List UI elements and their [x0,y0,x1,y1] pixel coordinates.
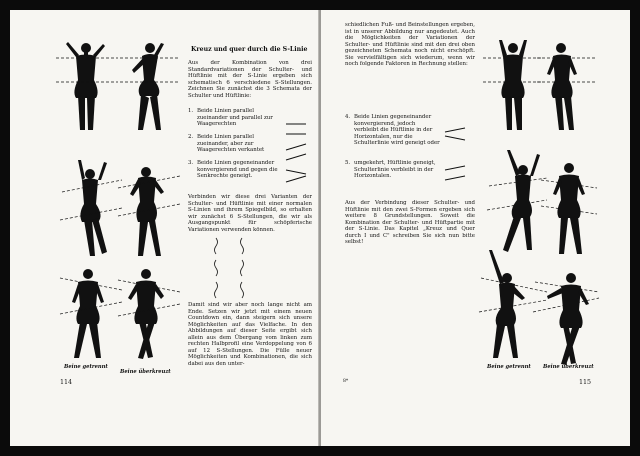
body-paragraph: Damit sind wir aber noch lange nicht am Ende. Setzen wir jetzt mit einem neuen Countdown ein, dann steigern sich unsere Möglichkeiten auf das Vielfache. In den Abbildungen auf dieser Seite ergibt sich allein aus dem Übergang vom linken zum rechten Halbprofil eine Verdoppelung von 6 auf 12 S-Stellungen. Die Fülle neuer Möglichkeiten und Kombinationen, die sich dabei aus den unter- [188,302,312,367]
figure-caption: Beine getrennt [64,364,108,370]
silhouette-figure [501,150,541,254]
silhouette-figure [493,40,533,132]
body-paragraph: Verbinden wir diese drei Varianten der Schulter- und Hüftlinie mit einer normalen S-Linien und ihrem Spiegelbild, so erhalten wir zunächst 6 S-Stellungen, die wir als Ausgangspunkt für schöpferische Variationen verwenden können. [188,194,312,233]
silhouette-figure [549,158,589,258]
page-number: 115 [579,379,592,386]
silhouette-figure [483,250,527,360]
silhouette-figure [547,268,591,368]
figure-caption: Beine getrennt [487,364,531,370]
list-item: 1. Beide Linien parallel zueinander und parallel zur Waagerechten [188,108,273,128]
signature-mark: 8* [343,379,349,384]
list-item: 4. Beide Linien gegeneinander konvergierend, jedoch verbleibt die Hüftlinie in der Horizontalen, nur die Schulterlinie wird geneigt oder [345,114,440,147]
body-paragraph: schiedlichen Fuß- und Beinstellungen ergeben, ist in unserer Abbildung nur angedeutet. Auch die Möglichkeiten der Variationen der Schulter- und Hüftlinie sind mit den drei oben gezeichneten Schemata noch nicht erschöpft. Sie vervielfältigen sich wiederum, wenn wir noch folgende Faktoren in Rechnung stellen: [345,22,475,68]
right-page [321,10,630,446]
silhouette-figure [543,40,583,132]
body-paragraph: Aus der Verbindung dieser Schulter- und Hüftlinie mit den zwei S-Formen ergeben sich weitere 8 Grundstellungen. Soweit die Kombination der Schulter- und Hüftpartie mit der S-Linie. Das Kapitel „Kreuz und Quer durch I und C" schreiben Sie sich nun bitte selbst! [345,200,475,246]
left-page [10,10,319,446]
chapter-heading: Kreuz und quer durch die S-Linie [191,46,308,53]
list-item: 2. Beide Linien parallel zueinander, aber zur Waagerechten verkantet [188,134,265,154]
list-item: 5. umgekehrt, Hüftlinie geneigt, Schulterlinie verbleibt in der Horizontalen. [345,160,436,180]
page-number: 114 [60,379,73,386]
intro-paragraph: Aus der Kombination von drei Standardvariationen der Schulter- und Hüftlinie mit der S-Linie ergeben sich schematisch 6 verschiedene S-Stellungen. Zeichnen Sie zunächst die 3 Schemata der Schulter und Hüftlinie: [188,60,312,99]
list-item: 3. Beide Linien gegeneinander konvergierend und gegen die Senkrechte geneigt. [188,160,278,180]
figure-caption: Beine überkreuzt [120,369,171,375]
figure-caption: Beine überkreuzt [543,364,594,370]
